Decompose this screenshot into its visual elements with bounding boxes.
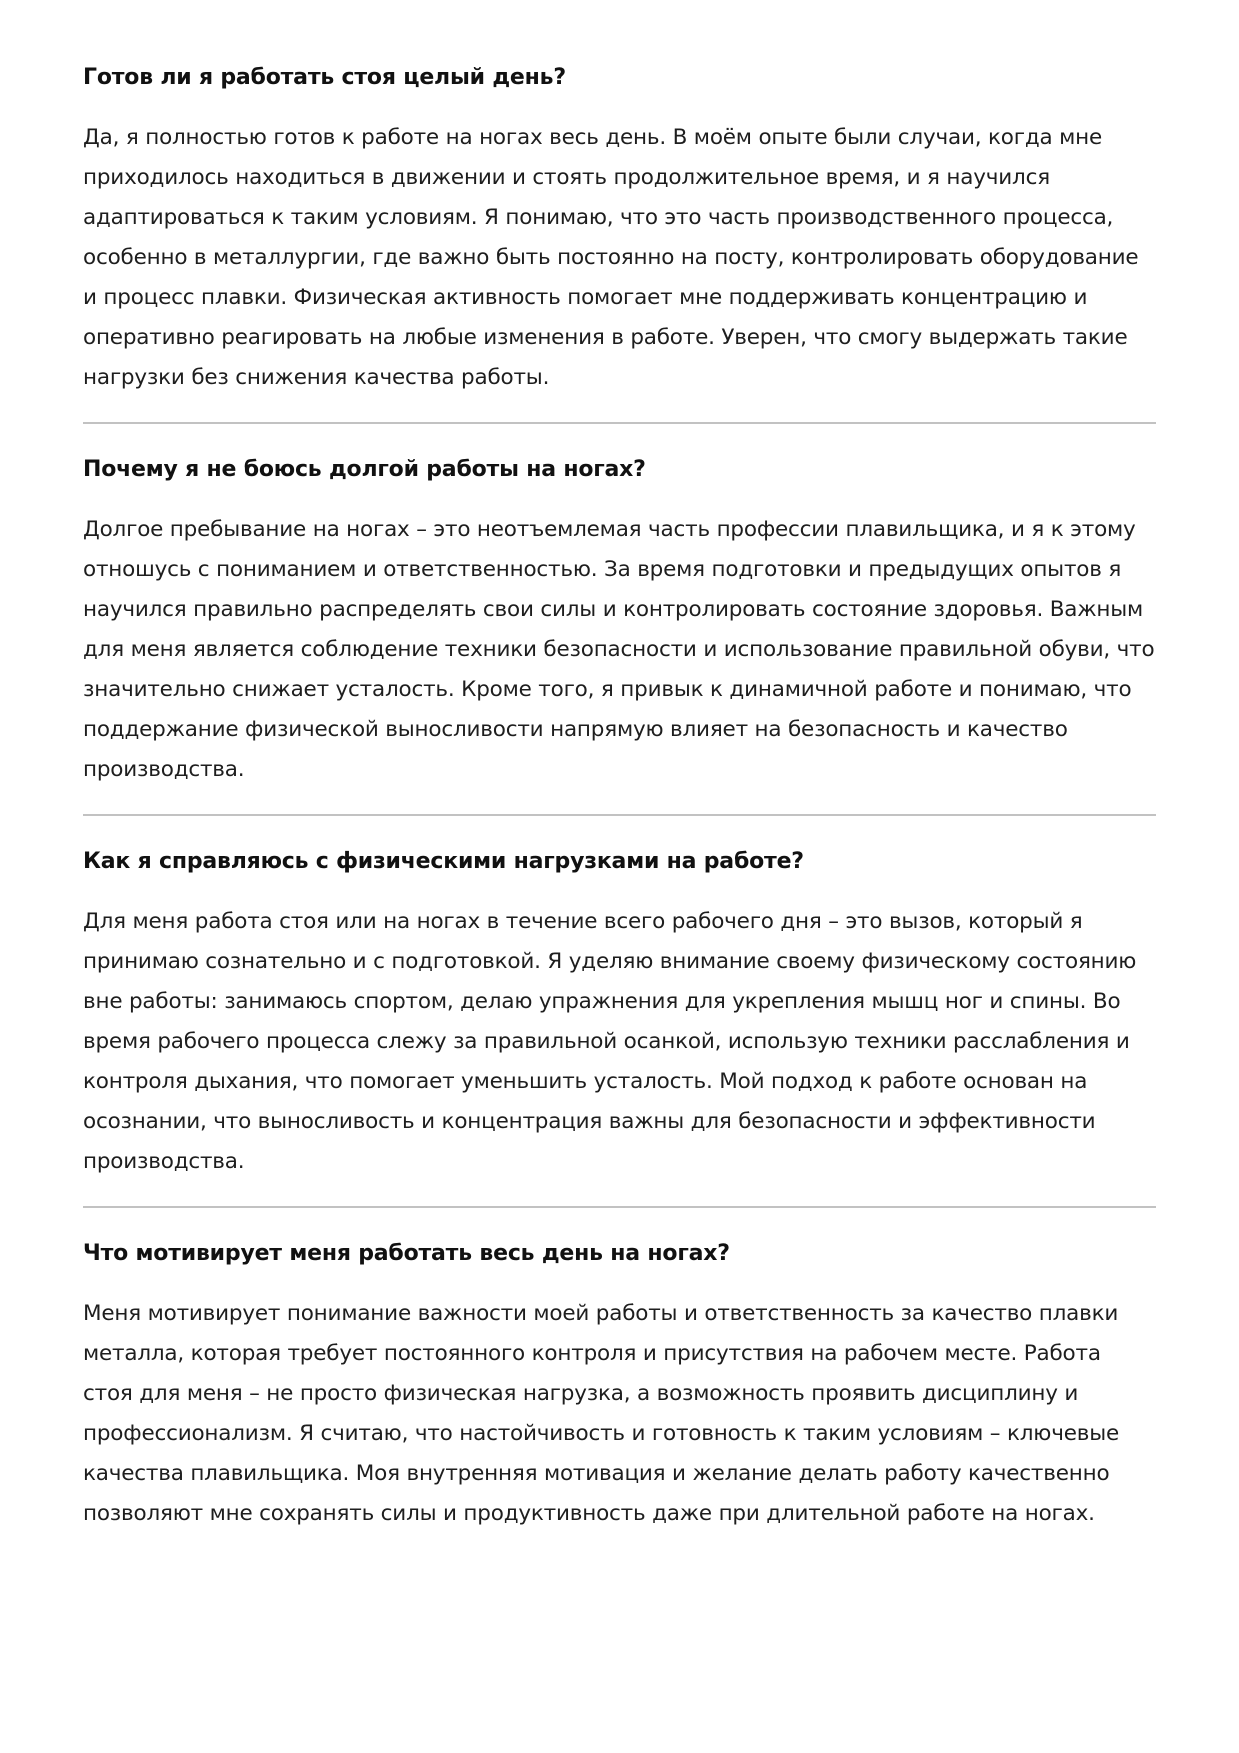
section-physical-load [83, 846, 1156, 1182]
section-paragraph: Долгое пребывание на ногах – это неотъемлемая часть профессии плавильщика, и я к этому отношусь с пониманием и ответственностью. За время подготовки и предыдущих опытов я научился правильно распределять свои силы и контролировать состояние здоровья. Важным для меня является соблюдение техники безопасности и использование правильной обуви, что значительно снижает усталость. Кроме того, я привык к динамичной работе и понимаю, что поддержание физической выносливости напрямую влияет на безопасность и качество производства. [83, 517, 1155, 782]
section-heading: Готов ли я работать стоя целый день? [83, 65, 566, 90]
section-ready-to-stand [83, 62, 1156, 398]
section-heading: Как я справляюсь с физическими нагрузками на работе? [83, 849, 804, 874]
section-divider [83, 422, 1156, 424]
section-paragraph: Да, я полностью готов к работе на ногах весь день. В моём опыте были случаи, когда мне приходилось находиться в движении и стоять продолжительное время, и я научился адаптироваться к таким условиям. Я понимаю, что это часть производственного процесса, особенно в металлургии, где важно быть постоянно на посту, контролировать оборудование и процесс плавки. Физическая активность помогает мне поддерживать концентрацию и оперативно реагировать на любые изменения в работе. Уверен, что смогу выдержать такие нагрузки без снижения качества работы. [83, 125, 1139, 390]
section-motivation [83, 1238, 1156, 1534]
section-not-afraid [83, 454, 1156, 790]
section-heading: Почему я не боюсь долгой работы на ногах? [83, 457, 646, 482]
section-divider [83, 1206, 1156, 1208]
section-paragraph: Для меня работа стоя или на ногах в течение всего рабочего дня – это вызов, который я принимаю сознательно и с подготовкой. Я уделяю внимание своему физическому состоянию вне работы: занимаюсь спортом, делаю упражнения для укрепления мышц ног и спины. Во время рабочего процесса слежу за правильной осанкой, использую техники расслабления и контроля дыхания, что помогает уменьшить усталость. Мой подход к работе основан на осознании, что выносливость и концентрация важны для безопасности и эффективности производства. [83, 909, 1137, 1174]
section-divider [83, 814, 1156, 816]
document-page [83, 62, 1156, 1534]
section-paragraph: Меня мотивирует понимание важности моей работы и ответственность за качество плавки металла, которая требует постоянного контроля и присутствия на рабочем месте. Работа стоя для меня – не просто физическая нагрузка, а возможность проявить дисциплину и профессионализм. Я считаю, что настойчивость и готовность к таким условиям – ключевые качества плавильщика. Моя внутренняя мотивация и желание делать работу качественно позволяют мне сохранять силы и продуктивность даже при длительной работе на ногах. [83, 1301, 1119, 1526]
section-heading: Что мотивирует меня работать весь день на ногах? [83, 1241, 730, 1266]
